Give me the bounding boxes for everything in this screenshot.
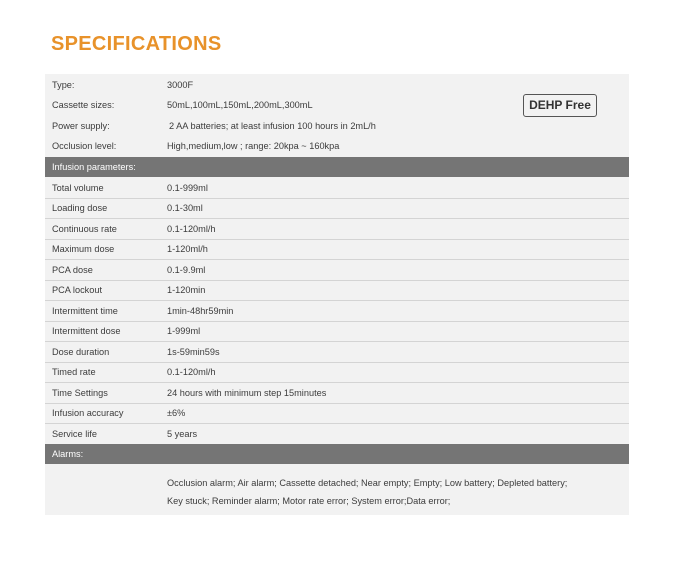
spec-row [45, 321, 629, 342]
spec-row [45, 219, 629, 240]
spec-value: 1-120min [167, 285, 206, 295]
spec-row [45, 178, 629, 199]
spec-row-type [45, 75, 629, 95]
spec-value: 0.1-120ml/h [167, 224, 216, 234]
spec-row-power-supply [45, 116, 629, 136]
spec-label: Occlusion level: [52, 141, 117, 151]
section-title: Infusion parameters: [52, 162, 136, 172]
spec-label: Time Settings [52, 388, 108, 398]
spec-label: Timed rate [52, 367, 96, 377]
spec-value: 1min-48hr59min [167, 306, 234, 316]
alarms-line: Key stuck; Reminder alarm; Motor rate error; System error;Data error; [167, 496, 451, 506]
spec-row [45, 362, 629, 383]
spec-label: Service life [52, 429, 97, 439]
spec-label: Dose duration [52, 347, 110, 357]
alarms-line: Occlusion alarm; Air alarm; Cassette detached; Near empty; Empty; Low battery; Depleted battery; [167, 478, 568, 488]
spec-label: Continuous rate [52, 224, 117, 234]
spec-value: 0.1-120ml/h [167, 367, 216, 377]
spec-table [45, 74, 629, 515]
spec-value: 3000F [167, 80, 194, 90]
spec-label: Maximum dose [52, 244, 115, 254]
section-header-alarms [45, 444, 629, 464]
spec-value: ±6% [167, 408, 186, 418]
spec-row-cassette-sizes [45, 95, 629, 115]
spec-label: Intermittent dose [52, 326, 121, 336]
spec-value: 24 hours with minimum step 15minutes [167, 388, 327, 398]
spec-row [45, 403, 629, 424]
dehp-free-badge: DEHP Free [523, 94, 597, 117]
spec-row-occlusion-level [45, 136, 629, 156]
spec-row [45, 198, 629, 219]
section-header-infusion [45, 157, 629, 177]
spec-label: PCA dose [52, 265, 93, 275]
spec-value: 0.1-999ml [167, 183, 208, 193]
spec-row [45, 342, 629, 363]
spec-value: 2 AA batteries; at least infusion 100 hours in 2mL/h [169, 121, 376, 131]
spec-value: 1-120ml/h [167, 244, 208, 254]
spec-label: Intermittent time [52, 306, 118, 316]
spec-label: PCA lockout [52, 285, 103, 295]
section-title: Alarms: [52, 449, 84, 459]
spec-label: Power supply: [52, 121, 110, 131]
spec-label: Infusion accuracy [52, 408, 124, 418]
spec-value: 0.1-9.9ml [167, 265, 206, 275]
spec-value: 50mL,100mL,150mL,200mL,300mL [167, 100, 313, 110]
spec-value: 0.1-30ml [167, 203, 203, 213]
spec-label: Total volume [52, 183, 104, 193]
spec-label: Type: [52, 80, 75, 90]
spec-row [45, 383, 629, 404]
spec-row [45, 424, 629, 444]
spec-value: High,medium,low ; range: 20kpa ~ 160kpa [167, 141, 340, 151]
spec-row [45, 280, 629, 301]
spec-value: 5 years [167, 429, 198, 439]
spec-value: 1-999ml [167, 326, 201, 336]
spec-row [45, 301, 629, 322]
alarms-list [167, 474, 622, 510]
spec-row [45, 239, 629, 260]
spec-value: 1s-59min59s [167, 347, 220, 357]
spec-row [45, 260, 629, 281]
spec-label: Cassette sizes: [52, 100, 115, 110]
spec-label: Loading dose [52, 203, 108, 213]
page-title: SPECIFICATIONS [51, 33, 222, 55]
